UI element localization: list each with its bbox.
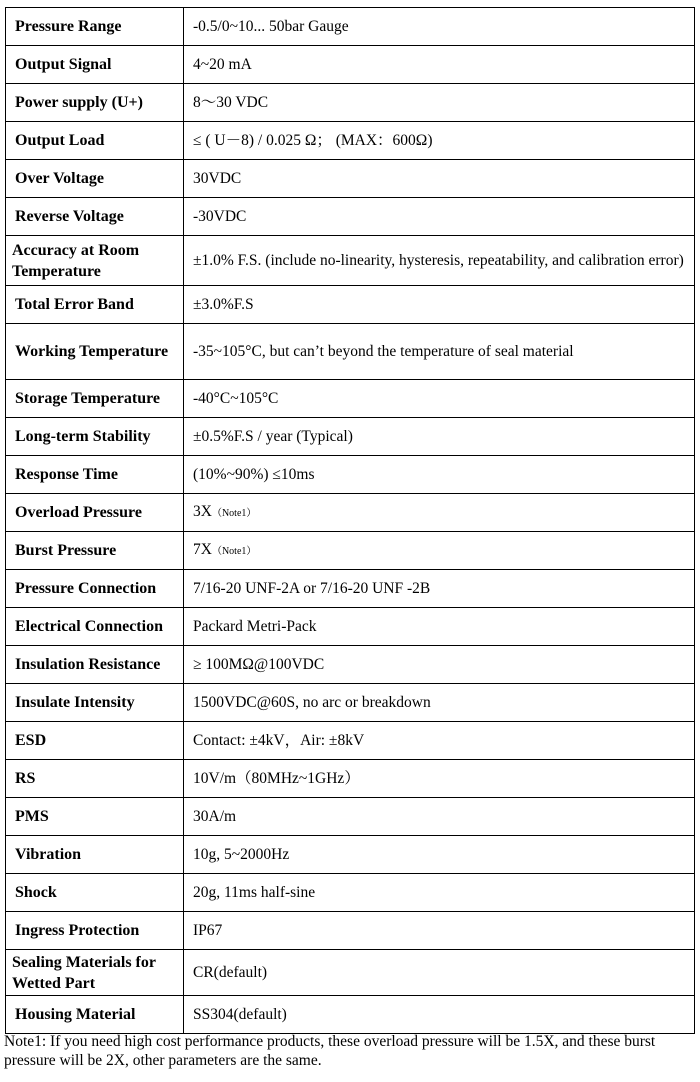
- spec-value: 20g, 11ms half-sine: [193, 884, 316, 901]
- spec-value-cell: [184, 760, 695, 798]
- spec-label: Burst Pressure: [6, 532, 184, 570]
- spec-value: ±0.5%F.S / year (Typical): [193, 428, 353, 445]
- spec-value: 30A/m: [193, 808, 237, 825]
- spec-value: -30VDC: [193, 208, 247, 225]
- spec-label: Over Voltage: [6, 160, 184, 198]
- spec-value-cell: [184, 874, 695, 912]
- spec-label: RS: [6, 760, 184, 798]
- spec-value-cell: [184, 950, 695, 996]
- spec-row: [6, 722, 695, 760]
- spec-row: [6, 912, 695, 950]
- spec-label: Storage Temperature: [6, 380, 184, 418]
- spec-value: (10%~90%) ≤10ms: [193, 466, 315, 483]
- spec-value-cell: [184, 380, 695, 418]
- spec-value-cell: [184, 684, 695, 722]
- spec-label: Insulation Resistance: [6, 646, 184, 684]
- spec-row: [6, 324, 695, 380]
- spec-label: Total Error Band: [6, 286, 184, 324]
- spec-value: IP67: [193, 922, 223, 939]
- spec-row: [6, 236, 695, 286]
- spec-label: ESD: [6, 722, 184, 760]
- spec-row: [6, 160, 695, 198]
- spec-value: 7X: [193, 541, 212, 558]
- spec-label: Overload Pressure: [6, 494, 184, 532]
- spec-label: Electrical Connection: [6, 608, 184, 646]
- spec-row: [6, 456, 695, 494]
- spec-row: [6, 8, 695, 46]
- specification-table: [5, 7, 695, 1034]
- spec-row: [6, 798, 695, 836]
- spec-value-cell: [184, 836, 695, 874]
- spec-label: Response Time: [6, 456, 184, 494]
- spec-value-cell: [184, 996, 695, 1034]
- spec-value-cell: [184, 722, 695, 760]
- spec-label: Vibration: [6, 836, 184, 874]
- spec-value: 30VDC: [193, 170, 242, 187]
- spec-value-cell: [184, 324, 695, 380]
- spec-row: [6, 608, 695, 646]
- spec-row: [6, 198, 695, 236]
- spec-label: Ingress Protection: [6, 912, 184, 950]
- footnote: Note1: If you need high cost performance products, these overload pressure will be 1.5X, and these burst pressure will be 2X, other parameters are the same.: [4, 1033, 656, 1069]
- spec-row: [6, 380, 695, 418]
- spec-row: [6, 836, 695, 874]
- spec-value-cell: [184, 456, 695, 494]
- spec-value-cell: [184, 198, 695, 236]
- spec-label: Insulate Intensity: [6, 684, 184, 722]
- spec-value: -40°C~105°C: [193, 390, 279, 407]
- spec-value: Packard Metri-Pack: [193, 618, 317, 635]
- spec-row: [6, 684, 695, 722]
- spec-value-cell: [184, 532, 695, 570]
- spec-value-cell: [184, 570, 695, 608]
- spec-value: -0.5/0~10... 50bar Gauge: [193, 18, 349, 35]
- spec-label: Output Signal: [6, 46, 184, 84]
- spec-row: [6, 84, 695, 122]
- spec-value: 3X: [193, 503, 212, 520]
- spec-label: Shock: [6, 874, 184, 912]
- spec-value-cell: [184, 122, 695, 160]
- spec-label: Working Temperature: [6, 324, 184, 380]
- spec-value: 7/16-20 UNF-2A or 7/16-20 UNF -2B: [193, 580, 431, 597]
- spec-value: 10V/m（80MHz~1GHz）: [193, 770, 360, 787]
- spec-label: Power supply (U+): [6, 84, 184, 122]
- spec-label: Reverse Voltage: [6, 198, 184, 236]
- spec-value: 4~20 mA: [193, 56, 252, 73]
- spec-row: [6, 286, 695, 324]
- spec-value-cell: [184, 608, 695, 646]
- spec-value-cell: [184, 8, 695, 46]
- spec-value: 8～30 VDC: [193, 94, 269, 111]
- spec-value: 1500VDC@60S, no arc or breakdown: [193, 694, 431, 711]
- spec-value: ≤ ( U－8) / 0.025 Ω； (MAX：600Ω): [193, 132, 433, 149]
- note-reference: （Note1）: [211, 508, 257, 519]
- spec-label: Output Load: [6, 122, 184, 160]
- spec-value-cell: [184, 798, 695, 836]
- spec-row: [6, 646, 695, 684]
- spec-value: ±3.0%F.S: [193, 296, 254, 313]
- spec-value-cell: [184, 418, 695, 456]
- spec-value-cell: [184, 286, 695, 324]
- spec-value: ≥ 100MΩ@100VDC: [193, 656, 325, 673]
- spec-label: Accuracy at Room Temperature: [6, 236, 184, 286]
- spec-label: Housing Material: [6, 996, 184, 1034]
- spec-value: ±1.0% F.S. (include no-linearity, hysteresis, repeatability, and calibration error): [193, 252, 684, 269]
- spec-value: CR(default): [193, 964, 268, 981]
- spec-value-cell: [184, 912, 695, 950]
- spec-row: [6, 494, 695, 532]
- spec-value-cell: [184, 646, 695, 684]
- spec-row: [6, 760, 695, 798]
- note-reference: （Note1）: [211, 546, 257, 557]
- spec-label: Long-term Stability: [6, 418, 184, 456]
- spec-value: SS304(default): [193, 1006, 287, 1023]
- spec-value: 10g, 5~2000Hz: [193, 846, 290, 863]
- spec-value-cell: [184, 84, 695, 122]
- spec-value-cell: [184, 494, 695, 532]
- specification-table-body: [6, 8, 695, 1034]
- spec-row: [6, 122, 695, 160]
- spec-label: Pressure Connection: [6, 570, 184, 608]
- spec-row: [6, 532, 695, 570]
- spec-label: PMS: [6, 798, 184, 836]
- spec-value-cell: [184, 236, 695, 286]
- spec-row: [6, 950, 695, 996]
- spec-row: [6, 874, 695, 912]
- spec-value-cell: [184, 46, 695, 84]
- spec-row: [6, 418, 695, 456]
- spec-label: Pressure Range: [6, 8, 184, 46]
- spec-value: Contact: ±4kV，Air: ±8kV: [193, 732, 365, 749]
- spec-row: [6, 46, 695, 84]
- spec-value: -35~105°C, but can’t beyond the temperature of seal material: [193, 343, 574, 360]
- spec-value-cell: [184, 160, 695, 198]
- spec-row: [6, 570, 695, 608]
- spec-label: Sealing Materials for Wetted Part: [6, 950, 184, 996]
- spec-row: [6, 996, 695, 1034]
